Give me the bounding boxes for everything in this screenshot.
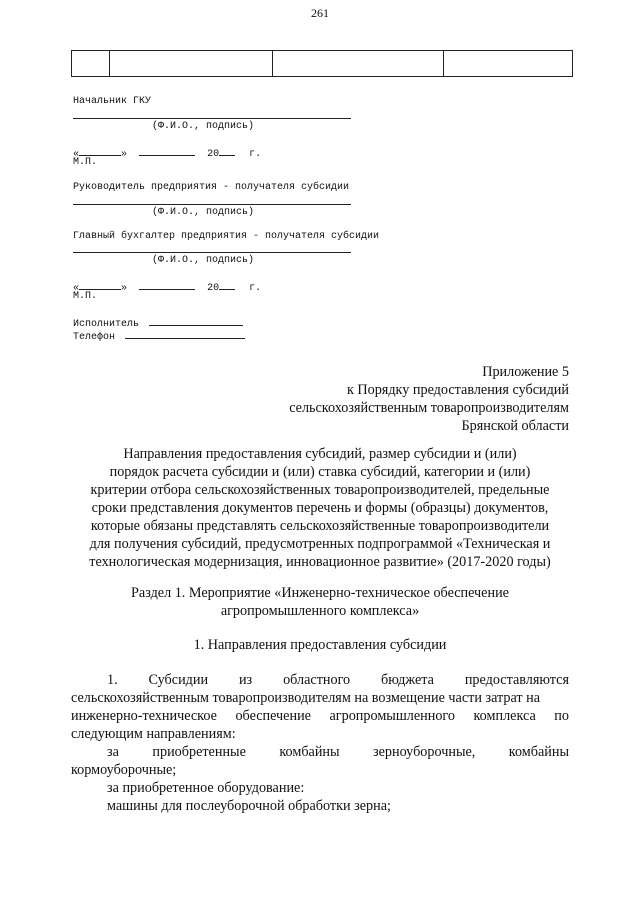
appendix-line: Приложение 5	[482, 364, 569, 380]
paragraph-line: инженерно-техническое обеспечение агропромышленного комплекса по	[71, 708, 569, 724]
accountant-label: Главный бухгалтер предприятия - получателя субсидии	[73, 231, 380, 242]
phone-blank	[125, 329, 245, 339]
title-line: критерии отбора сельскохозяйственных товаропроизводителей, предельные	[90, 482, 550, 498]
phone-label: Телефон	[73, 332, 116, 343]
year-blank	[219, 280, 235, 290]
phone-field	[73, 329, 245, 343]
table-cell	[72, 51, 110, 77]
year-prefix: 20	[207, 149, 220, 160]
paragraph-line: 1. Субсидии из областного бюджета предоставляются	[107, 672, 569, 688]
year-suffix: г.	[249, 149, 262, 160]
stamp-label: М.П.	[73, 157, 98, 168]
signature-line	[73, 204, 351, 205]
paragraph-line: кормоуборочные;	[71, 762, 177, 778]
date-quote-close: »	[121, 149, 128, 160]
table-fragment	[71, 50, 573, 77]
day-blank	[79, 280, 121, 290]
paragraph-line: за приобретенные комбайны зерноуборочные, комбайны	[107, 744, 569, 760]
month-blank	[139, 146, 195, 156]
date-quote-open: «	[73, 149, 80, 160]
fio-caption: (Ф.И.О., подпись)	[152, 255, 255, 266]
title-line: технологическая модернизация, инновационное развитие» (2017-2020 годы)	[89, 554, 551, 570]
table-cell	[444, 51, 573, 77]
stamp-label: М.П.	[73, 291, 98, 302]
month-blank	[139, 280, 195, 290]
subheading: 1. Направления предоставления субсидии	[193, 637, 447, 653]
paragraph-line: сельскохозяйственным товаропроизводителям на возмещение части затрат на	[71, 690, 541, 706]
appendix-line: сельскохозяйственным товаропроизводителям	[289, 400, 569, 416]
date-quote-open: «	[73, 283, 80, 294]
executor-field	[73, 316, 243, 330]
title-line: для получения субсидий, предусмотренных подпрограммой «Техническая и	[89, 536, 551, 552]
title-line: Направления предоставления субсидий, размер субсидии и (или)	[123, 446, 517, 462]
appendix-line: к Порядку предоставления субсидий	[346, 382, 569, 398]
fio-caption: (Ф.И.О., подпись)	[152, 207, 255, 218]
head-label: Начальник ГКУ	[73, 96, 152, 107]
appendix-line: Брянской области	[461, 418, 569, 434]
year-blank	[219, 146, 235, 156]
title-line: сроки представления документов перечень и формы (образцы) документов,	[91, 500, 549, 516]
date-field	[73, 146, 261, 160]
date-quote-close: »	[121, 283, 128, 294]
paragraph-line: за приобретенное оборудование:	[107, 780, 305, 796]
signature-line	[73, 118, 351, 119]
executor-label: Исполнитель	[73, 319, 140, 330]
day-blank	[79, 146, 121, 156]
paragraph-line: следующим направлениям:	[71, 726, 236, 742]
date-field	[73, 280, 261, 294]
title-line: которые обязаны представлять сельскохозяйственные товаропроизводители	[90, 518, 550, 534]
year-suffix: г.	[249, 283, 262, 294]
table-cell	[110, 51, 273, 77]
section-heading-line: Раздел 1. Мероприятие «Инженерно-техническое обеспечение	[131, 585, 509, 601]
signature-line	[73, 252, 351, 253]
section-heading-line: агропромышленного комплекса»	[220, 603, 420, 619]
table-cell	[273, 51, 444, 77]
executor-blank	[149, 316, 243, 326]
director-label: Руководитель предприятия - получателя субсидии	[73, 182, 350, 193]
year-prefix: 20	[207, 283, 220, 294]
paragraph-line: машины для послеуборочной обработки зерна;	[107, 798, 391, 814]
fio-caption: (Ф.И.О., подпись)	[152, 121, 255, 132]
title-line: порядок расчета субсидии и (или) ставка субсидий, категории и (или)	[109, 464, 531, 480]
page-number: 261	[311, 6, 329, 20]
